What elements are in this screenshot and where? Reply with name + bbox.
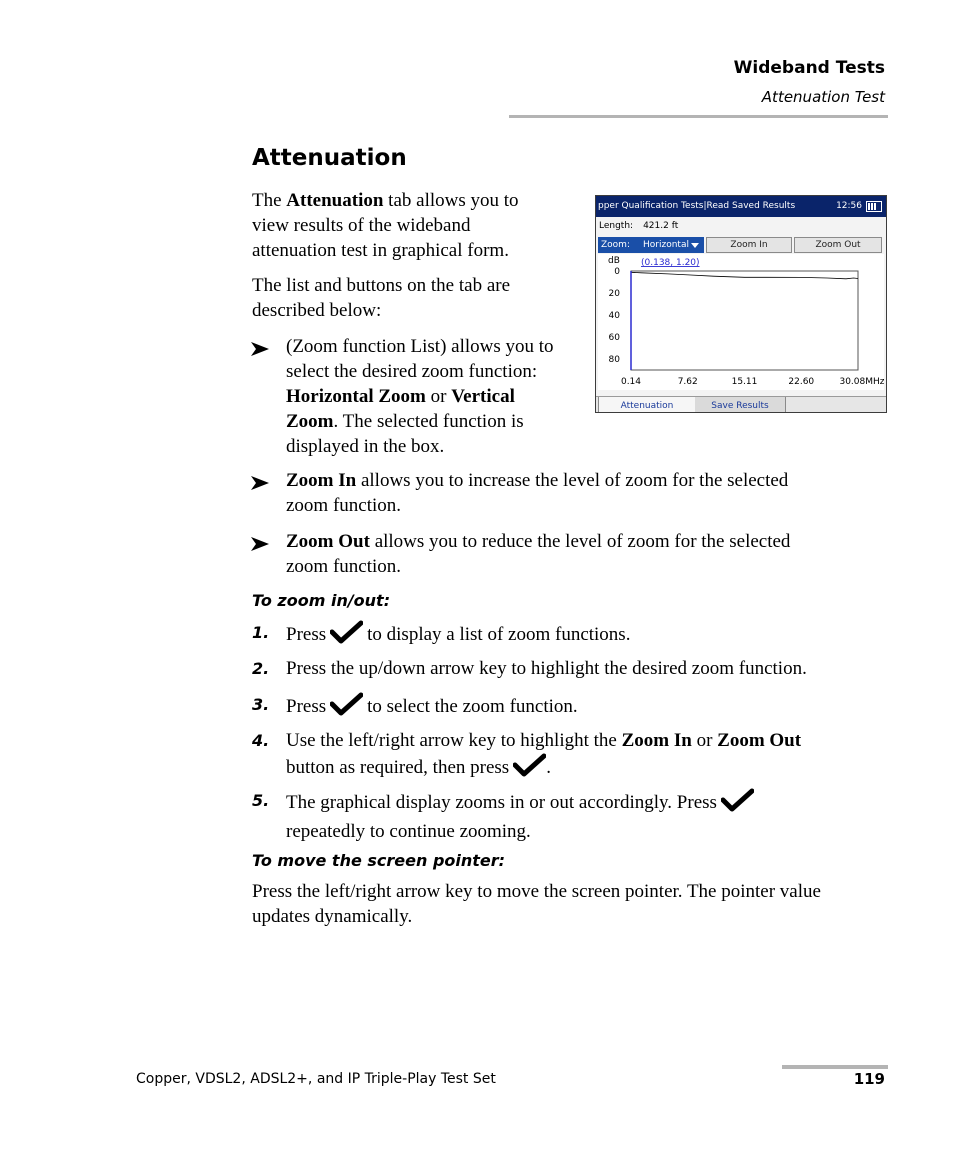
bullet-text: displayed in the box.: [286, 436, 445, 457]
step-text: to select the zoom function.: [367, 696, 578, 717]
bullet-text: zoom function.: [286, 495, 402, 516]
checkmark-icon: [721, 788, 754, 819]
y-axis-label: dB: [608, 256, 620, 266]
step-text: Press: [286, 696, 327, 717]
device-title: pper Qualification Tests|Read Saved Results: [598, 201, 796, 211]
zoom-out-button[interactable]: Zoom Out: [794, 237, 882, 253]
tab-save-results[interactable]: Save Results: [695, 397, 786, 413]
bullet-zoom-function-list: [286, 334, 586, 459]
step-text: Use the left/right arrow key to highlight the: [286, 730, 622, 751]
zoom-value: Horizontal: [643, 240, 689, 250]
step-bold: Zoom In: [621, 730, 692, 751]
battery-icon: [866, 201, 882, 212]
step-number: 5.: [252, 791, 270, 810]
pointer-value-label: (0.138, 1.20): [641, 258, 700, 268]
dropdown-arrow-icon: [691, 243, 699, 248]
bullet-zoom-in: [286, 468, 886, 518]
bullet-bold: Zoom: [286, 411, 334, 432]
pointer-text: Press the left/right arrow key to move the screen pointer. The pointer value: [252, 881, 821, 902]
running-header-subtitle: Attenuation Test: [761, 88, 885, 106]
step-text: repeatedly to continue zooming.: [286, 821, 531, 842]
intro-text: attenuation test in graphical form.: [252, 240, 509, 261]
bullet-arrow-icon: [251, 337, 269, 363]
bullet-text: or: [425, 386, 452, 407]
x-tick-label: 0.14: [620, 377, 642, 387]
zoom-in-button[interactable]: Zoom In: [706, 237, 792, 253]
bullet-arrow-icon: [251, 471, 269, 497]
y-tick-label: 20: [608, 289, 620, 299]
zoom-function-list[interactable]: [598, 237, 704, 253]
length-readout: [599, 221, 678, 231]
intro-text: tab allows you to: [383, 190, 519, 211]
bullet-bold: Zoom Out: [286, 531, 370, 552]
x-tick-label: 30.08MHz: [839, 377, 884, 387]
checkmark-icon: [330, 692, 363, 723]
y-tick-label: 80: [608, 355, 620, 365]
y-tick-label: 60: [608, 333, 620, 343]
bullet-text: . The selected function is: [333, 411, 524, 432]
tab-bar: [596, 396, 886, 413]
device-clock: 12:56: [836, 201, 862, 211]
footer-product-name: Copper, VDSL2, ADSL2+, and IP Triple-Play Test Set: [136, 1071, 496, 1087]
attenuation-chart: [598, 254, 884, 390]
length-value: 421.2 ft: [643, 221, 679, 231]
step-text: .: [546, 757, 551, 778]
device-title-bar: [596, 196, 886, 217]
step-text: Press: [286, 624, 327, 645]
list-intro-paragraph: [252, 273, 582, 323]
step-text: The graphical display zooms in or out accordingly. Press: [286, 792, 717, 813]
x-tick-label: 7.62: [677, 377, 698, 387]
bullet-bold: Zoom In: [286, 470, 357, 491]
y-tick-label: 0: [614, 267, 620, 277]
list-intro-text: described below:: [252, 300, 382, 321]
running-header-title: Wideband Tests: [733, 58, 885, 78]
footer-rule: [782, 1065, 888, 1069]
device-screenshot: [595, 195, 887, 413]
step-number: 2.: [252, 659, 270, 678]
checkmark-icon: [513, 753, 546, 784]
step-text: or: [691, 730, 718, 751]
tab-attenuation[interactable]: Attenuation: [598, 397, 696, 413]
bullet-zoom-out: [286, 529, 886, 579]
bullet-text: select the desired zoom function:: [286, 361, 538, 382]
step-5: [286, 788, 886, 844]
bullet-arrow-icon: [251, 532, 269, 558]
step-3: [286, 692, 886, 723]
plot-frame: [631, 271, 858, 370]
intro-bold-tab: Attenuation: [286, 190, 384, 211]
attenuation-graph-area: [598, 254, 884, 390]
bullet-text: zoom function.: [286, 556, 402, 577]
bullet-bold: Horizontal Zoom: [286, 386, 426, 407]
step-4: [286, 728, 886, 784]
procedure-title-zoom: To zoom in/out:: [252, 591, 391, 610]
bullet-text: (Zoom function List) allows you to: [286, 336, 554, 357]
page-number: 119: [853, 1070, 885, 1088]
step-1: [286, 620, 886, 651]
step-2: Press the up/down arrow key to highlight the desired zoom function.: [286, 658, 807, 679]
bullet-text: allows you to reduce the level of zoom for the selected: [369, 531, 791, 552]
list-intro-text: The list and buttons on the tab are: [252, 275, 511, 296]
y-tick-label: 40: [608, 311, 620, 321]
step-text: button as required, then press: [286, 757, 510, 778]
pointer-text: updates dynamically.: [252, 906, 413, 927]
step-text: to display a list of zoom functions.: [367, 624, 631, 645]
procedure-title-pointer: To move the screen pointer:: [252, 851, 506, 870]
intro-text: The: [252, 190, 287, 211]
intro-paragraph: [252, 188, 582, 263]
bullet-bold: Vertical: [451, 386, 515, 407]
x-tick-label: 22.60: [788, 377, 815, 387]
step-number: 4.: [252, 731, 270, 750]
step-bold: Zoom Out: [717, 730, 802, 751]
checkmark-icon: [330, 620, 363, 651]
section-heading: Attenuation: [252, 145, 407, 171]
step-number: 3.: [252, 695, 270, 714]
step-number: 1.: [252, 623, 270, 642]
x-tick-label: 15.11: [731, 377, 758, 387]
bullet-text: allows you to increase the level of zoom for the selected: [356, 470, 789, 491]
header-rule: [509, 115, 888, 118]
zoom-label: Zoom:: [601, 240, 630, 250]
pointer-paragraph: [252, 879, 892, 929]
intro-text: view results of the wideband: [252, 215, 471, 236]
length-label: Length:: [599, 221, 634, 231]
